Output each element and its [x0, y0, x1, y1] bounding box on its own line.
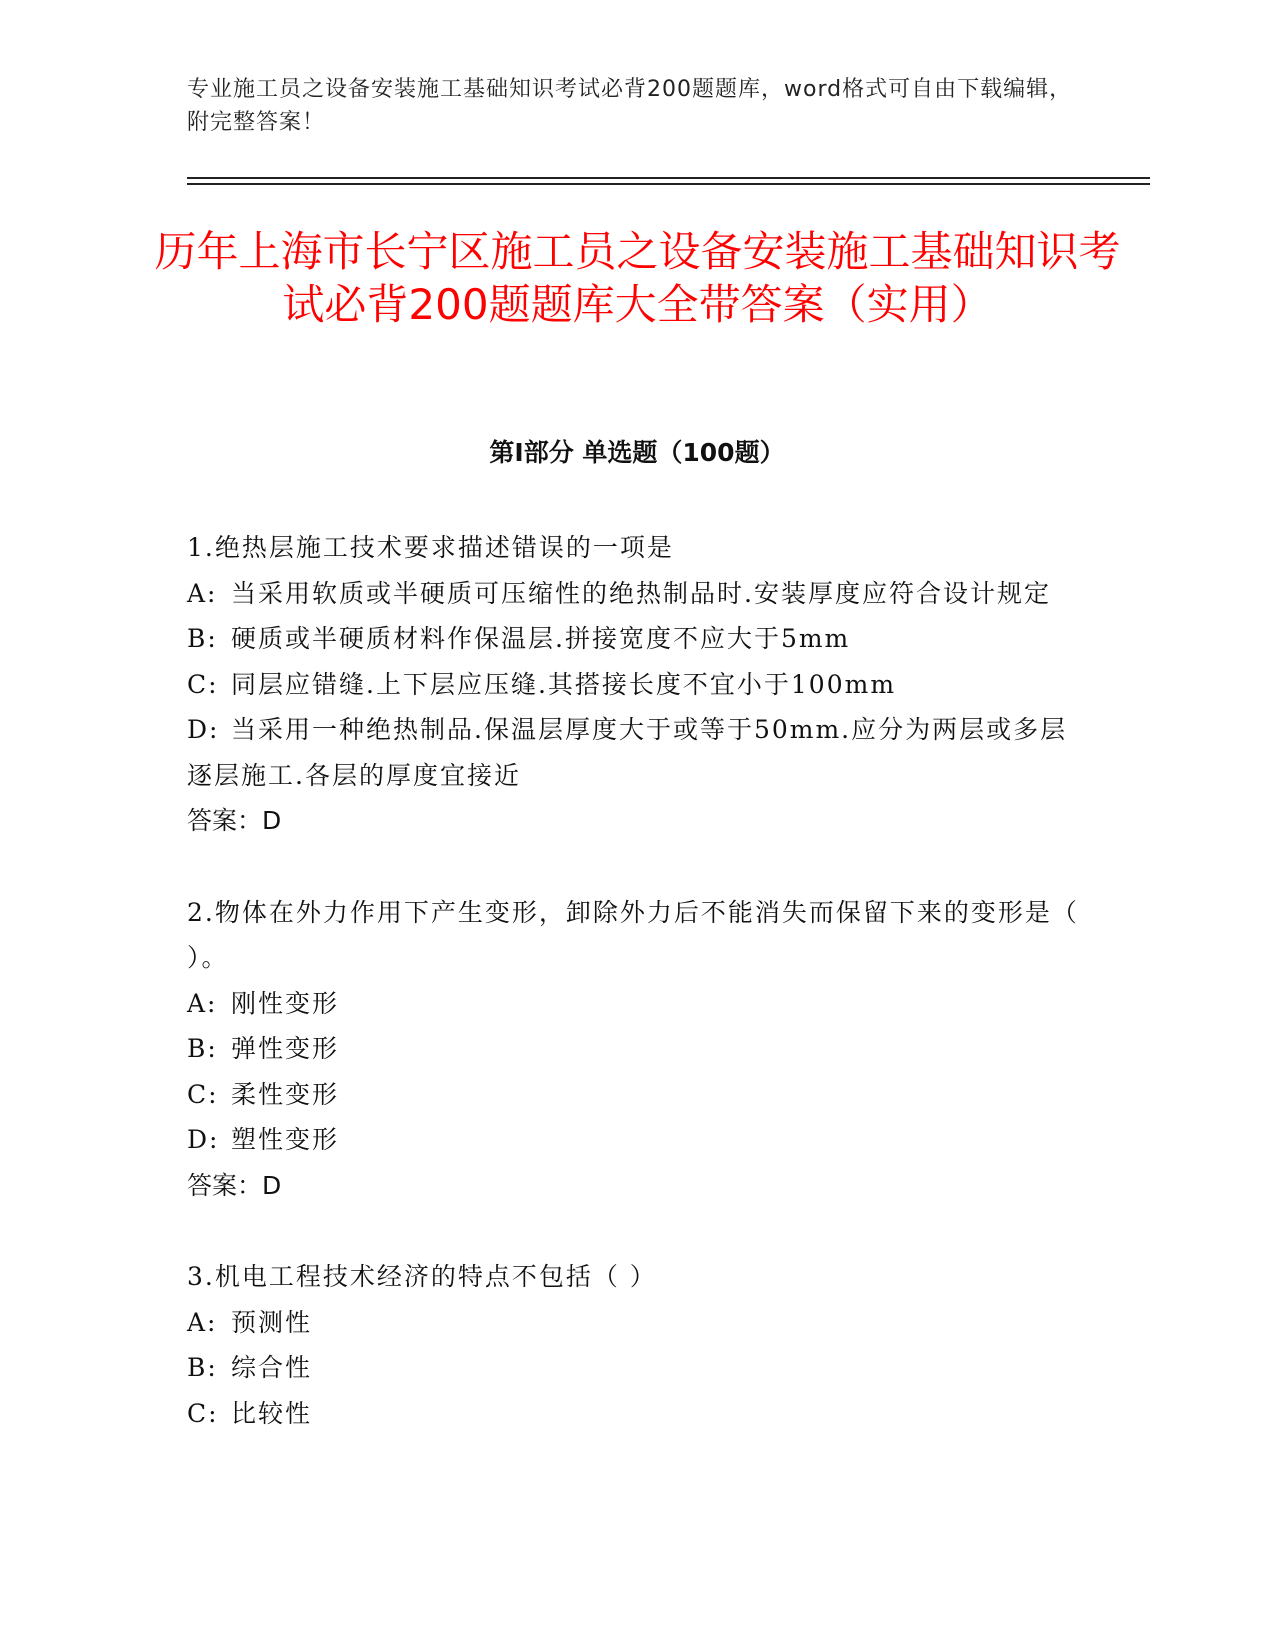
question-1 — [187, 525, 1087, 844]
question-list — [187, 525, 1087, 1482]
option-letter: A: — [187, 1307, 218, 1337]
answer: 答案：D — [187, 1170, 282, 1200]
document-title: 历年上海市长宁区施工员之设备安装施工基础知识考试必背200题题库大全带答案（实用） — [154, 227, 1121, 329]
option-text: 当采用软质或半硬质可压缩性的绝热制品时.安装厚度应符合设计规定 — [231, 578, 1051, 608]
option-c — [187, 1072, 1087, 1118]
option-letter: D: — [187, 715, 220, 744]
option-text: 比较性 — [231, 1398, 313, 1428]
option-b — [187, 616, 1087, 662]
header-rule-bottom — [187, 183, 1150, 185]
option-text: 硬质或半硬质材料作保温层.拼接宽度不应大于5mm — [231, 624, 851, 653]
option-letter: D: — [187, 1125, 220, 1154]
question-stem: 1.绝热层施工技术要求描述错误的一项是 — [187, 533, 674, 562]
question-2 — [187, 890, 1087, 1209]
option-text: 同层应错缝.上下层应压缝.其搭接长度不宜小于100mm — [231, 669, 897, 699]
option-letter: B: — [187, 1034, 218, 1063]
option-letter: C: — [187, 1079, 219, 1109]
option-c — [187, 1391, 1087, 1437]
section-title: 第Ⅰ部分 单选题（100题） — [489, 438, 785, 467]
option-b — [187, 1026, 1087, 1072]
question-stem: 2.物体在外力作用下产生变形，卸除外力后不能消失而保留下来的变形是（ ）。 — [187, 897, 1079, 972]
option-b — [187, 1345, 1087, 1391]
option-letter: B: — [187, 1353, 218, 1382]
header-note: 专业施工员之设备安装施工基础知识考试必背200题题库，word格式可自由下载编辑，附完整答案！ — [187, 77, 1073, 135]
option-text: 刚性变形 — [231, 988, 340, 1018]
option-d — [187, 707, 1087, 798]
option-letter: A: — [187, 578, 218, 608]
option-letter: C: — [187, 1398, 219, 1428]
option-letter: A: — [187, 988, 218, 1018]
question-stem: 3.机电工程技术经济的特点不包括（ ） — [187, 1262, 657, 1291]
header-rule-top — [187, 177, 1150, 179]
option-letter: C: — [187, 669, 219, 699]
option-text: 弹性变形 — [231, 1034, 340, 1063]
option-c — [187, 662, 1087, 708]
option-a — [187, 1300, 1087, 1346]
option-d — [187, 1117, 1087, 1163]
question-3 — [187, 1254, 1087, 1436]
option-text: 当采用一种绝热制品.保温层厚度大于或等于50mm.应分为两层或多层逐层施工.各层的厚度宜接近 — [187, 715, 1068, 790]
option-a — [187, 981, 1087, 1027]
option-text: 柔性变形 — [231, 1079, 340, 1109]
option-text: 预测性 — [231, 1307, 313, 1337]
option-letter: B: — [187, 624, 218, 653]
answer: 答案：D — [187, 806, 282, 835]
option-text: 塑性变形 — [231, 1125, 340, 1154]
option-text: 综合性 — [231, 1353, 313, 1382]
option-a — [187, 571, 1087, 617]
